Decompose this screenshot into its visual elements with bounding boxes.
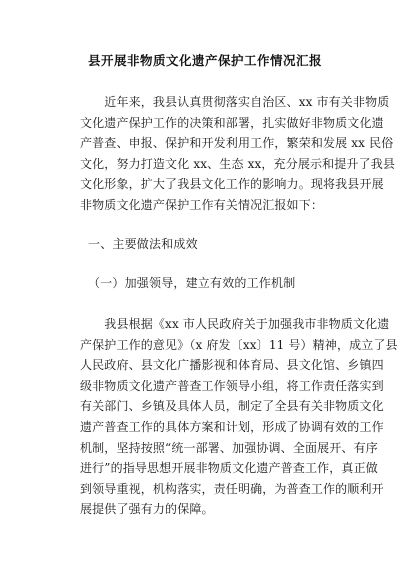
paragraph-line: 文化遗产保护工作的决策和部署，扎实做好非物质文化遗 [80,115,384,130]
paragraph-line: 文化形象，扩大了我县文化工作的影响力。现将我县开展 [80,177,384,192]
paragraph-line: 遗产普查工作的具体方案和计划，形成了协调有效的工作 [80,419,384,434]
document-title: 县开展非物质文化遗产保护工作情况汇报 [87,53,322,68]
paragraph-line: 机制，坚持按照“统一部署、加强协调、全面展开、有序 [80,440,378,455]
paragraph-line: 文化，努力打造文化 xx、生态 xx，充分展示和提升了我县 [80,156,396,171]
subsection-heading: （一）加强领导，建立有效的工作机制 [88,276,296,290]
intro-paragraph [80,92,396,216]
paragraph-line: 产普查、申报、保护和开发利用工作，繁荣和发展 xx 民俗 [80,136,394,151]
paragraph-line: 产保护工作的意见》（x 府发〔xx〕11 号）精神，成立了县 [80,337,398,352]
paragraph-line: 进行”的指导思想开展非物质文化遗产普查工作，真正做 [80,461,378,476]
paragraph-line: 人民政府、县文化广播影视和体育局、县文化馆、乡镇四 [80,358,384,373]
paragraph-line: 非物质文化遗产保护工作有关情况汇报如下： [80,197,324,212]
paragraph-line: 我县根据《xx 市人民政府关于加强我市非物质文化遗 [80,317,390,331]
body-paragraph [80,314,398,520]
paragraph-line: 到领导重视，机构落实，责任明确，为普查工作的顺利开 [80,481,384,496]
paragraph-line: 级非物质文化遗产普查工作领导小组，将工作责任落实到 [80,378,384,393]
section-heading: 一、主要做法和成效 [88,237,198,251]
paragraph-line: 近年来，我县认真贯彻落实自治区、xx 市有关非物质 [80,95,390,109]
paragraph-line: 展提供了强有力的保障。 [80,502,214,517]
paragraph-line: 有关部门、乡镇及具体人员，制定了全县有关非物质文化 [80,399,384,414]
